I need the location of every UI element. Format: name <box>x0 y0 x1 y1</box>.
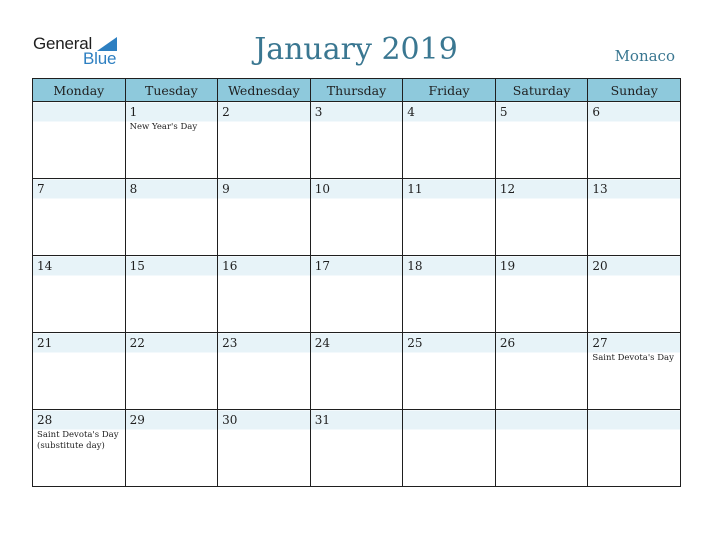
day-number: 10 <box>314 182 330 196</box>
day-cell <box>218 179 311 256</box>
holiday-label: Saint Devota's Day (substitute day) <box>37 430 119 451</box>
calendar-week-row <box>33 410 681 487</box>
day-number: 16 <box>222 259 238 273</box>
day-number: 6 <box>592 105 601 119</box>
calendar-week-row <box>33 333 681 410</box>
country-label: Monaco <box>614 47 675 65</box>
day-number: 18 <box>407 259 423 273</box>
day-number <box>403 410 495 430</box>
calendar-grid <box>32 78 681 487</box>
day-cell <box>495 102 588 179</box>
day-number: 30 <box>222 413 238 427</box>
day-cell <box>588 256 681 333</box>
day-cell <box>33 333 126 410</box>
day-number: 15 <box>129 259 145 273</box>
day-number: 22 <box>129 336 145 350</box>
holiday-label: New Year's Day <box>129 122 198 132</box>
day-cell <box>588 333 681 410</box>
calendar-week-row <box>33 179 681 256</box>
day-number: 26 <box>499 336 516 350</box>
day-cell <box>495 179 588 256</box>
day-number: 7 <box>37 182 45 196</box>
day-cell <box>218 102 311 179</box>
weekday-header-tuesday: Tuesday <box>125 79 218 102</box>
day-cell <box>218 410 311 487</box>
day-number: 21 <box>37 336 53 350</box>
day-cell <box>33 256 126 333</box>
weekday-header-thursday: Thursday <box>310 79 403 102</box>
day-cell <box>403 333 496 410</box>
day-cell <box>125 410 218 487</box>
day-number: 24 <box>314 336 330 350</box>
day-cell <box>310 102 403 179</box>
calendar-week-row <box>33 256 681 333</box>
day-cell <box>125 102 218 179</box>
day-number: 20 <box>592 259 608 273</box>
day-number: 3 <box>314 105 323 119</box>
calendar-week-row <box>33 102 681 179</box>
day-cell <box>588 410 681 487</box>
day-cell <box>310 179 403 256</box>
day-number: 27 <box>592 336 608 350</box>
day-cell <box>495 256 588 333</box>
day-cell <box>33 179 126 256</box>
day-cell <box>495 410 588 487</box>
day-number: 5 <box>499 105 508 119</box>
weekday-header-saturday: Saturday <box>495 79 588 102</box>
day-number: 1 <box>129 105 138 119</box>
day-number: 9 <box>222 182 230 196</box>
day-number: 17 <box>314 259 330 273</box>
day-number: 4 <box>407 105 415 119</box>
day-number: 11 <box>407 182 423 196</box>
day-number: 12 <box>499 182 516 196</box>
weekday-header-friday: Friday <box>403 79 496 102</box>
holiday-label: Saint Devota's Day <box>592 353 674 363</box>
day-number: 13 <box>592 182 608 196</box>
day-cell <box>33 102 126 179</box>
logo-word-general: General <box>33 34 93 53</box>
weekday-header-wednesday: Wednesday <box>218 79 311 102</box>
day-number <box>588 410 680 430</box>
day-cell <box>310 410 403 487</box>
day-number: 19 <box>499 259 516 273</box>
day-number: 28 <box>37 413 53 427</box>
weekday-header-monday: Monday <box>33 79 126 102</box>
day-number: 23 <box>222 336 238 350</box>
day-cell <box>403 102 496 179</box>
day-number <box>496 410 588 430</box>
day-number: 14 <box>37 259 53 273</box>
day-cell <box>33 410 126 487</box>
day-cell <box>218 256 311 333</box>
weekday-header-row <box>33 79 681 102</box>
day-number <box>33 102 125 122</box>
calendar-body <box>33 102 681 487</box>
day-cell <box>403 410 496 487</box>
day-cell <box>403 179 496 256</box>
day-cell <box>588 179 681 256</box>
day-cell <box>125 256 218 333</box>
day-cell <box>310 256 403 333</box>
weekday-header-sunday: Sunday <box>588 79 681 102</box>
logo-word-blue: Blue <box>83 49 117 68</box>
day-number: 25 <box>407 336 423 350</box>
day-cell <box>310 333 403 410</box>
day-number: 8 <box>129 182 138 196</box>
day-number: 29 <box>129 413 145 427</box>
day-number: 2 <box>222 105 230 119</box>
day-cell <box>125 333 218 410</box>
day-cell <box>403 256 496 333</box>
day-cell <box>218 333 311 410</box>
day-number: 31 <box>314 413 330 427</box>
day-cell <box>588 102 681 179</box>
day-cell <box>495 333 588 410</box>
day-cell <box>125 179 218 256</box>
page-title: January 2019 <box>254 32 458 67</box>
